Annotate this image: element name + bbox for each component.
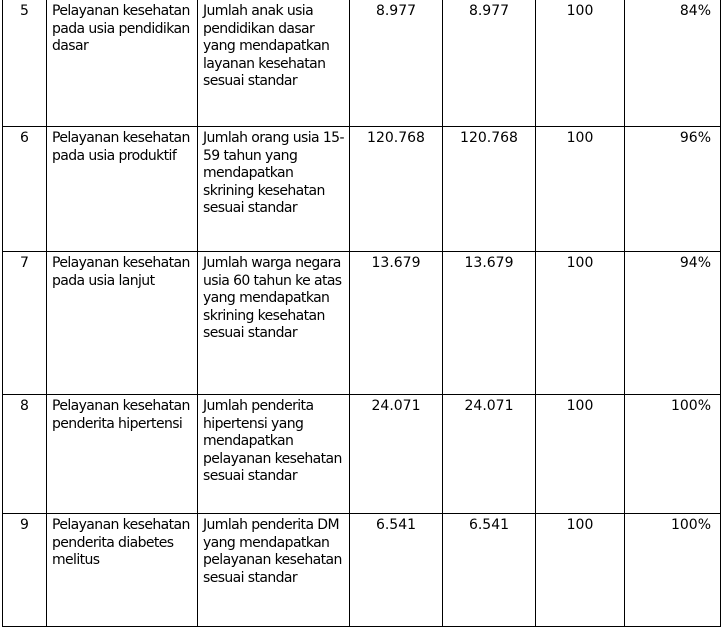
cell-layanan: Pelayanan kesehatan pada usia lanjut: [47, 252, 198, 395]
cell-indikator: Jumlah penderita hipertensi yang mendapatkan pelayanan kesehatan sesuai standar: [198, 395, 350, 514]
cell-capaian: 8.977: [443, 0, 536, 127]
cell-persen: 100%: [625, 395, 721, 514]
table-row: [3, 252, 721, 395]
cell-no: 5: [3, 0, 47, 127]
cell-indikator: Jumlah anak usia pendidikan dasar yang mendapatkan layanan kesehatan sesuai standar: [198, 0, 350, 127]
cell-standar: 100: [536, 0, 625, 127]
cell-standar: 100: [536, 252, 625, 395]
cell-target: 24.071: [350, 395, 443, 514]
cell-persen: 96%: [625, 127, 721, 252]
spm-table: [2, 0, 721, 627]
cell-persen: 100%: [625, 514, 721, 627]
cell-capaian: 24.071: [443, 395, 536, 514]
cell-capaian: 13.679: [443, 252, 536, 395]
cell-no: 6: [3, 127, 47, 252]
cell-target: 8.977: [350, 0, 443, 127]
cell-no: 8: [3, 395, 47, 514]
cell-layanan: Pelayanan kesehatan penderita diabetes melitus: [47, 514, 198, 627]
cell-indikator: Jumlah orang usia 15-59 tahun yang mendapatkan skrining kesehatan sesuai standar: [198, 127, 350, 252]
table-row: [3, 514, 721, 627]
table-row: [3, 395, 721, 514]
cell-target: 13.679: [350, 252, 443, 395]
cell-layanan: Pelayanan kesehatan pada usia pendidikan dasar: [47, 0, 198, 127]
cell-persen: 94%: [625, 252, 721, 395]
table-row: [3, 127, 721, 252]
cell-indikator: Jumlah penderita DM yang mendapatkan pelayanan kesehatan sesuai standar: [198, 514, 350, 627]
cell-persen: 84%: [625, 0, 721, 127]
cell-standar: 100: [536, 395, 625, 514]
cell-layanan: Pelayanan kesehatan pada usia produktif: [47, 127, 198, 252]
cell-target: 120.768: [350, 127, 443, 252]
cell-capaian: 120.768: [443, 127, 536, 252]
cell-standar: 100: [536, 127, 625, 252]
table-row: [3, 0, 721, 127]
cell-no: 9: [3, 514, 47, 627]
cell-capaian: 6.541: [443, 514, 536, 627]
cell-no: 7: [3, 252, 47, 395]
cell-indikator: Jumlah warga negara usia 60 tahun ke atas yang mendapatkan skrining kesehatan sesuai standar: [198, 252, 350, 395]
cell-layanan: Pelayanan kesehatan penderita hipertensi: [47, 395, 198, 514]
cell-standar: 100: [536, 514, 625, 627]
cell-target: 6.541: [350, 514, 443, 627]
